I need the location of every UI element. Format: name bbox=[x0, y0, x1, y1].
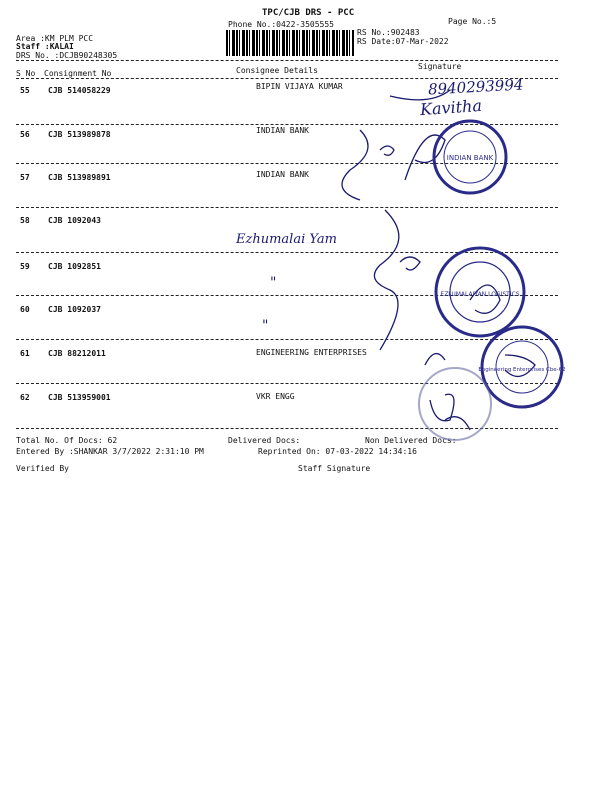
rs-number: RS No.:902483 bbox=[357, 28, 420, 37]
ditto-mark: " bbox=[262, 318, 269, 334]
row-consignment: CJB 88212011 bbox=[48, 349, 106, 358]
row-consignee: VKR ENGG bbox=[256, 392, 295, 401]
row-sno: 61 bbox=[20, 349, 30, 358]
area-label: Area :KM PLM PCC bbox=[16, 34, 94, 43]
reprinted-on: Reprinted On: 07-03-2022 14:34:16 bbox=[258, 447, 417, 456]
delivered-docs: Delivered Docs: bbox=[228, 436, 301, 445]
report-title: TPC/CJB DRS - PCC bbox=[262, 8, 355, 18]
stamp-text: EZLUMALAIYAN LOGISTICS bbox=[440, 291, 520, 298]
row-sno: 55 bbox=[20, 86, 30, 95]
staff-signature: Staff Signature bbox=[298, 464, 371, 473]
engineering-enterprises-stamp bbox=[478, 327, 565, 407]
col-consignment: Consignment No bbox=[44, 69, 112, 78]
page-number: Page No.:5 bbox=[448, 17, 497, 26]
total-docs: Total No. Of Docs: 62 bbox=[16, 436, 118, 445]
staff-label: Staff :KALAI bbox=[16, 42, 74, 51]
row-consignment: CJB 513989878 bbox=[48, 130, 111, 139]
col-signature: Signature bbox=[418, 62, 462, 71]
row-consignee: ENGINEERING ENTERPRISES bbox=[256, 348, 367, 357]
row-consignment: CJB 513959001 bbox=[48, 393, 111, 402]
row-consignment: CJB 514058229 bbox=[48, 86, 111, 95]
handwritten-name: Ezhumalai Yam bbox=[236, 232, 338, 247]
col-consignee: Consignee Details bbox=[236, 66, 318, 75]
stamp-text: Engineering Enterprises Cbe-62 bbox=[478, 367, 566, 373]
entered-by: Entered By :SHANKAR 3/7/2022 2:31:10 PM bbox=[16, 447, 204, 456]
row-consignment: CJB 1092043 bbox=[48, 216, 101, 225]
row-consignment: CJB 1092851 bbox=[48, 262, 101, 271]
verified-by: Verified By bbox=[16, 464, 69, 473]
row-consignment: CJB 513989891 bbox=[48, 173, 111, 182]
row-consignee: INDIAN BANK bbox=[256, 126, 309, 135]
faint-stamp bbox=[419, 368, 491, 440]
ezlumalaiyan-stamp bbox=[436, 248, 524, 336]
row-sno: 60 bbox=[20, 305, 30, 314]
stamp-text: INDIAN BANK bbox=[446, 154, 494, 162]
drs-number: DRS No. :DCJB90248305 bbox=[16, 51, 118, 60]
row-consignee: INDIAN BANK bbox=[256, 170, 309, 179]
handwritten-name: Kavitha bbox=[419, 95, 483, 120]
row-consignment: CJB 1092037 bbox=[48, 305, 101, 314]
phone-number: Phone No.:0422-3505555 bbox=[228, 20, 334, 29]
row-sno: 62 bbox=[20, 393, 30, 402]
row-consignee: BIPIN VIJAYA KUMAR bbox=[256, 82, 343, 91]
indian-bank-stamp bbox=[434, 121, 506, 193]
rs-date: RS Date:07-Mar-2022 bbox=[357, 37, 449, 46]
handwritten-phone: 8940293994 bbox=[427, 75, 524, 99]
col-sno: S No bbox=[16, 69, 36, 78]
row-sno: 58 bbox=[20, 216, 30, 225]
row-sno: 59 bbox=[20, 262, 30, 271]
row-sno: 57 bbox=[20, 173, 30, 182]
non-delivered-docs: Non Delivered Docs: bbox=[365, 436, 457, 445]
ditto-mark: " bbox=[270, 275, 277, 291]
row-sno: 56 bbox=[20, 130, 30, 139]
